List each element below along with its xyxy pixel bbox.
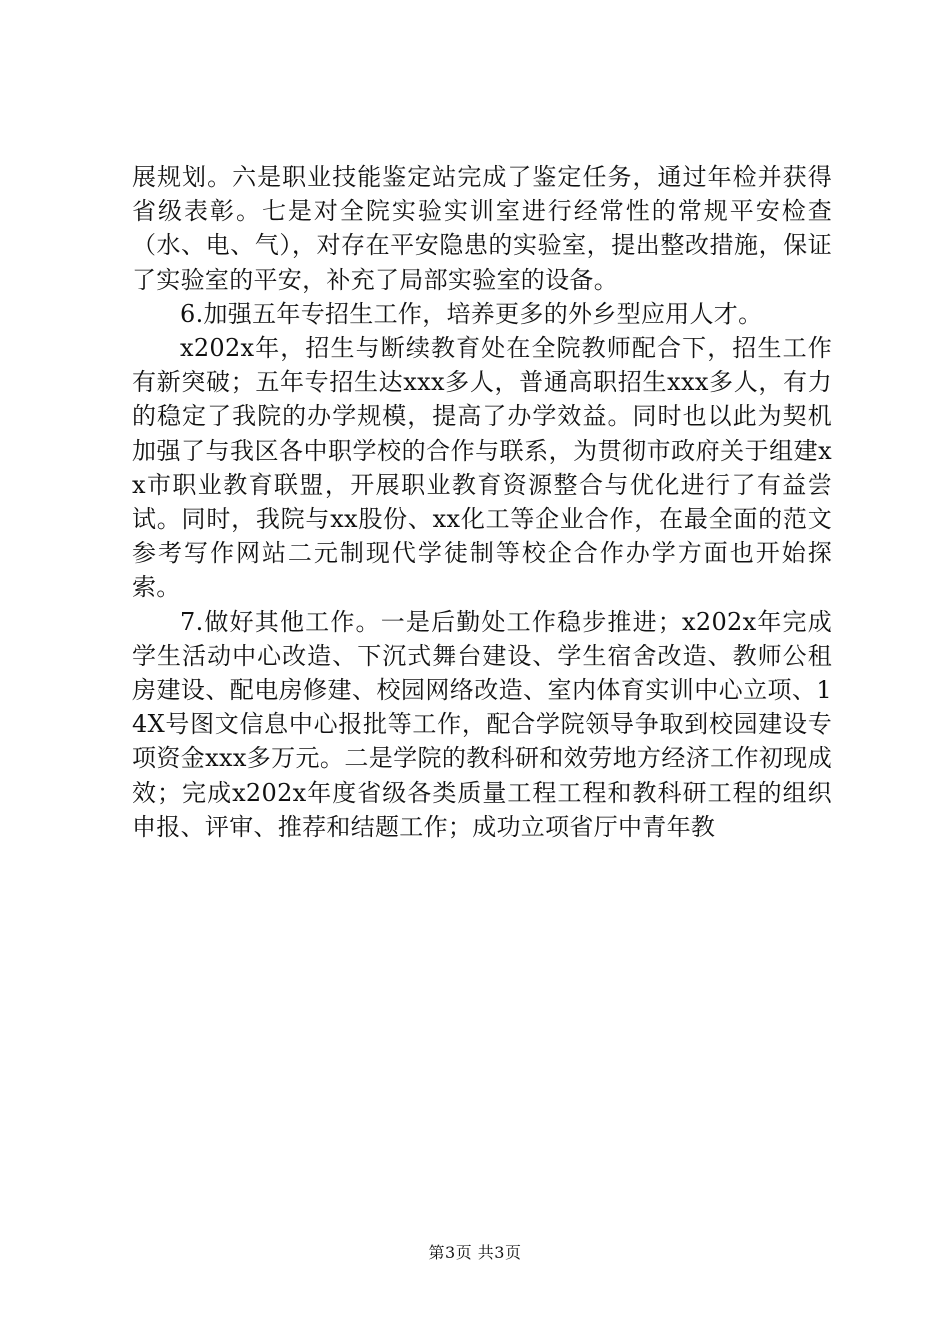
page-footer: 第3页 共3页 [428,1243,522,1262]
paragraph-item-7-other-work: 7.做好其他工作。一是后勤处工作稳步推进；x202x年完成学生活动中心改造、下沉式舞台建设、学生宿舍改造、教师公租房建设、配电房修建、校园网络改造、室内体育实训中心立项、14X号图文信息中心报批等工作，配合学院领导争取到校园建设专项资金xxx多万元。二是学院的教科研和效劳地方经济工作初现成效；完成x202x年度省级各类质量工程工程和教科研工程的组织申报、评审、推荐和结题工作；成功立项省厅中青年教 [132,607,832,841]
paragraph-enrollment: x202x年，招生与断续教育处在全院教师配合下，招生工作有新突破；五年专招生达xxx多人，普通高职招生xxx多人，有力的稳定了我院的办学规模，提高了办学效益。同时也以此为契机加强了与我区各中职学校的合作与联系，为贯彻市政府关于组建xx市职业教育联盟，开展职业教育资源整合与优化进行了有益尝试。同时，我院与xx股份、xx化工等企业合作，在最全面的范文参考写作网站二元制现代学徒制等校企合作办学方面也开始探索。 [132,334,832,602]
paragraph-continuation: 展规划。六是职业技能鉴定站完成了鉴定任务，通过年检并获得省级表彰。七是对全院实验实训室进行经常性的常规平安检查（水、电、气），对存在平安隐患的实验室，提出整改措施，保证了实验室的平安，补充了局部实验室的设备。 [132,163,832,294]
paragraph-item-6-heading: 6.加强五年专招生工作，培养更多的外乡型应用人才。 [180,299,763,328]
document-body [132,160,832,844]
